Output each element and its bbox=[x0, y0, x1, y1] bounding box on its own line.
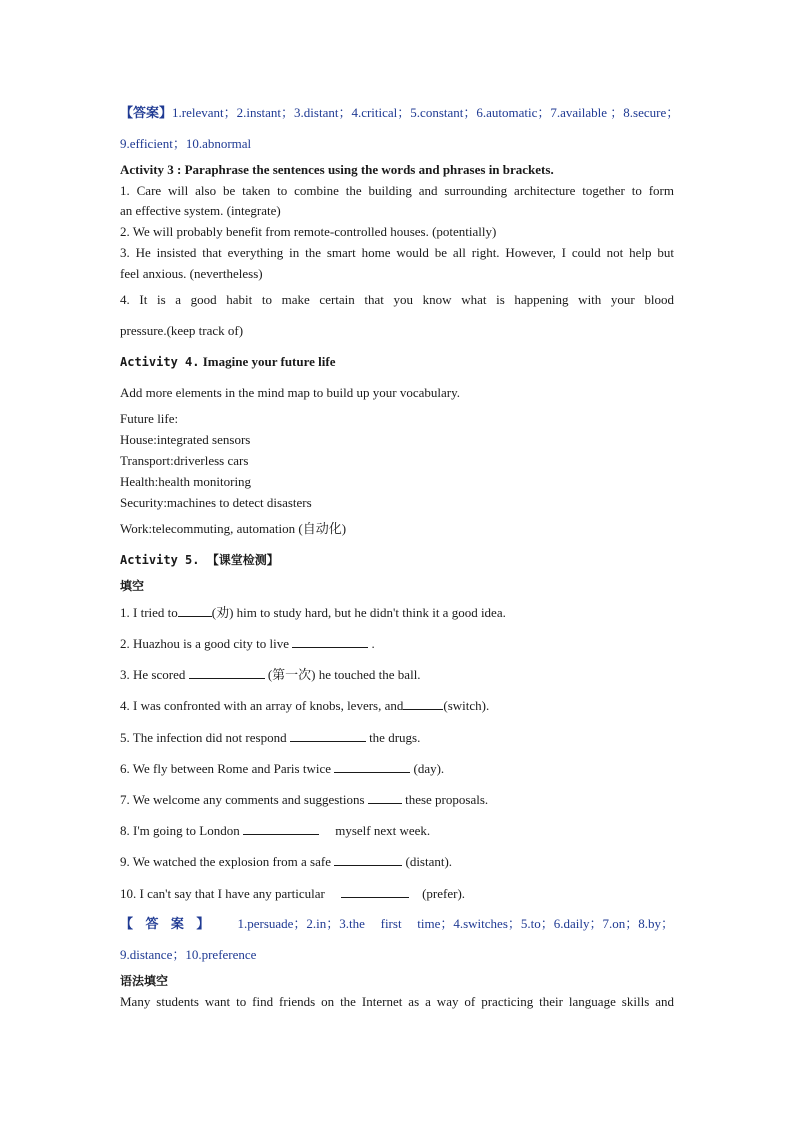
answer-blank[interactable] bbox=[403, 697, 443, 710]
grammar-passage: Many students want to find friends on the Internet as a way of practicing their language skills and bbox=[120, 994, 674, 1009]
activity-3-sentence-1a: 1. Care will also be taken to combine the building and surrounding architecture together to form bbox=[120, 183, 674, 198]
answer-blank[interactable] bbox=[292, 635, 368, 648]
mind-map-item: Future life: bbox=[120, 411, 179, 426]
answer-blank[interactable] bbox=[178, 604, 212, 617]
answer-blank[interactable] bbox=[368, 791, 402, 804]
activity-4-heading bbox=[120, 354, 336, 370]
answer-blank[interactable] bbox=[341, 885, 409, 898]
activity-3-sentence-3b: feel anxious. (nevertheless) bbox=[120, 266, 263, 281]
activity-4-title: Imagine your future life bbox=[202, 354, 336, 369]
mind-map-item: Health:health monitoring bbox=[120, 474, 252, 489]
answer-tag: 【答案】 bbox=[120, 917, 222, 932]
activity-3-sentence-2: 2. We will probably benefit from remote-controlled houses. (potentially) bbox=[120, 224, 497, 239]
activity-3-title: Activity 3 : Paraphrase the sentences using the words and phrases in brackets. bbox=[120, 162, 554, 177]
answer-blank[interactable] bbox=[334, 853, 402, 866]
question-2: 2. Huazhou is a good city to live . bbox=[120, 636, 375, 651]
question-10: 10. I can't say that I have any particular (prefer). bbox=[120, 886, 466, 901]
question-5: 5. The infection did not respond the drugs. bbox=[120, 730, 421, 745]
activity-3-sentence-4a: 4. It is a good habit to make certain that you know what is happening with your blood bbox=[120, 292, 674, 307]
mind-map-item: House:integrated sensors bbox=[120, 432, 251, 447]
grammar-fill-title: 语法填空 bbox=[120, 974, 169, 988]
answers-1-line-1 bbox=[120, 105, 679, 122]
answer-tag: 【答案】 bbox=[120, 106, 173, 121]
question-4: 4. I was confronted with an array of knobs, levers, and (switch). bbox=[120, 698, 490, 713]
activity-4-label: Activity 4. bbox=[120, 355, 200, 369]
question-1: 1. I tried to (劝) him to study hard, but he didn't think it a good idea. bbox=[120, 605, 506, 620]
activity-3-sentence-3a: 3. He insisted that everything in the smart home would be all right. However, I could not help but bbox=[120, 245, 674, 260]
answers-2-line-2: 9.distance；10.preference bbox=[120, 947, 257, 962]
question-8: 8. I'm going to London myself next week. bbox=[120, 823, 431, 838]
question-6: 6. We fly between Rome and Paris twice (day). bbox=[120, 761, 445, 776]
answer-blank[interactable] bbox=[243, 822, 319, 835]
mind-map-item: Security:machines to detect disasters bbox=[120, 495, 312, 510]
answer-blank[interactable] bbox=[334, 760, 410, 773]
answers-1-line-2: 9.efficient；10.abnormal bbox=[120, 136, 252, 151]
answers-2-line-1 bbox=[120, 916, 674, 933]
answer-text: 1.relevant；2.instant；3.distant；4.critical；5.constant；6.automatic；7.available ；8.secure； bbox=[172, 105, 680, 120]
activity-5-heading: Activity 5. 【课堂检测】 bbox=[120, 553, 279, 567]
answer-blank[interactable] bbox=[290, 729, 366, 742]
activity-3-sentence-1b: an effective system. (integrate) bbox=[120, 203, 281, 218]
activity-3-sentence-4b: pressure.(keep track of) bbox=[120, 323, 244, 338]
answer-text: 1.persuade；2.in；3.the first time；4.switches；5.to；6.daily；7.on；8.by； bbox=[237, 916, 674, 931]
mind-map-item: Work:telecommuting, automation (自动化) bbox=[120, 521, 347, 536]
fill-in-title: 填空 bbox=[120, 579, 145, 593]
question-3: 3. He scored (第一次) he touched the ball. bbox=[120, 667, 421, 682]
question-7: 7. We welcome any comments and suggestions these proposals. bbox=[120, 792, 489, 807]
activity-4-intro: Add more elements in the mind map to build up your vocabulary. bbox=[120, 385, 460, 400]
question-9: 9. We watched the explosion from a safe (distant). bbox=[120, 854, 453, 869]
answer-blank[interactable] bbox=[189, 666, 265, 679]
mind-map-item: Transport:driverless cars bbox=[120, 453, 249, 468]
